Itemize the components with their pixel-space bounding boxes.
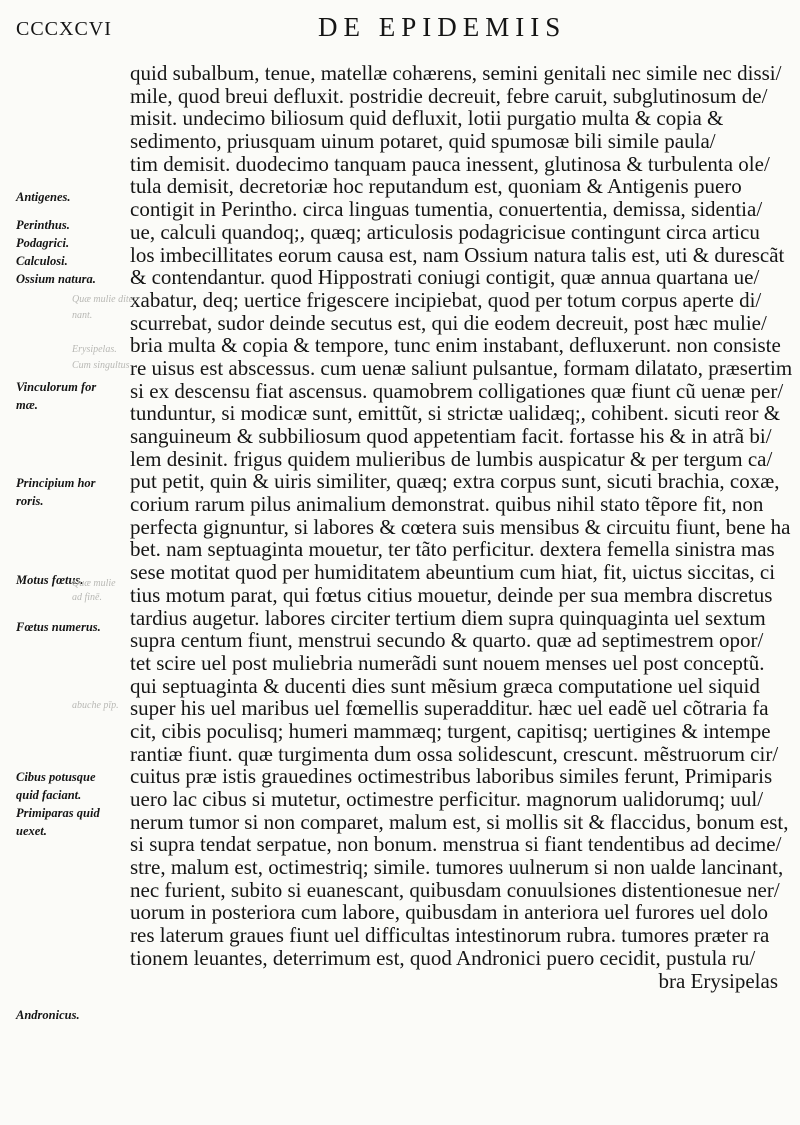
text-line: lem desinit. frigus quidem mulieribus de lumbis auspicatur & per tergum ca/ <box>130 446 773 471</box>
text-line: si supra tendat serpatue, non bonum. menstrua si fiant tendentibus ad decime/ <box>130 832 782 857</box>
margin-note: Fœtus numerus. <box>16 620 101 634</box>
margin-note: Cibus potusque <box>16 770 96 784</box>
show-through-mark: Quæ mulie <box>72 578 116 589</box>
text-line: bria multa & copia & tempore, tunc enim instabant, defluxerunt. non consiste <box>130 333 781 358</box>
text-line: re uisus est abscessus. cum uenæ saliunt pulsantue, formam dilatato, præsertim <box>130 355 793 380</box>
margin-note: Calculosi. <box>16 254 68 268</box>
text-line: rantiæ fiunt. quæ turgimenta dum ossa solidescunt, crescunt. mẽstruorum cir/ <box>130 741 779 766</box>
text-line: tim demisit. duodecimo tanquam pauca inessent, glutinosa & turbulenta ole/ <box>130 151 770 176</box>
text-line: tardius augetur. labores circiter tertium diem supra quinquaginta uel sextum <box>130 605 766 630</box>
text-line: si ex descensu fiat ascensus. quamobrem colligationes quæ fiunt cũ uenæ per/ <box>130 378 784 403</box>
text-line: nerum tumor si non comparet, malum est, si mollis sit & flaccidus, bonum est, <box>130 809 789 834</box>
margin-note: mæ. <box>16 398 38 412</box>
text-line: bra Erysipelas <box>658 968 778 993</box>
running-title: DE EPIDEMIIS <box>318 12 567 42</box>
text-line: los imbecillitates eorum causa est, nam Ossium natura talis est, uti & durescãt <box>130 242 785 267</box>
text-line: nec furient, subito si euanescant, quibusdam conuulsiones distentionesue ner/ <box>130 877 780 902</box>
show-through-mark: ad finē. <box>72 592 102 603</box>
text-line: tius motum parat, qui fœtus citius mouetur, deinde per sua membra discretus <box>130 582 773 607</box>
text-line: sese motitat quod per humiditatem abeuntium cum hiat, fit, uictus siccitas, ci <box>130 560 776 585</box>
folio-number: CCCXCVI <box>16 18 112 40</box>
text-line: put petit, quin & uiris similiter, quæq; extra corpus sunt, sicuti brachia, coxæ, <box>130 469 780 494</box>
show-through-mark: Erysipelas. <box>72 344 117 355</box>
text-line: sedimento, priusquam uinum potaret, quid spumosæ bili simile paula/ <box>130 129 716 154</box>
margin-note: Andronicus. <box>16 1008 80 1022</box>
margin-note: Ossium natura. <box>16 272 96 286</box>
margin-note: Motus fœtus. <box>16 573 84 587</box>
show-through-mark: nant. <box>72 310 93 321</box>
text-line: stre, malum est, octimestriq; simile. tumores uulnerum si non ualde lancinant, <box>130 855 784 880</box>
text-line: scurrebat, sudor deinde secutus est, qui die eodem decreuit, post hæc mulie/ <box>130 310 767 335</box>
margin-note: uexet. <box>16 824 47 838</box>
text-line: super his uel maribus uel fœmellis superadditur. hæc uel eadẽ uel cõtraria fa <box>130 696 769 721</box>
text-line: mile, quod breui defluxit. postridie decreuit, febre caruit, subglutinosum de/ <box>130 83 768 108</box>
text-line: quid subalbum, tenue, matellæ cohærens, semini genitali nec simile nec dissi/ <box>130 61 782 85</box>
margin-note: Perinthus. <box>16 218 70 232</box>
text-line: tunduntur, si modicæ sunt, emittũt, si strictæ ualidæq;, cohibent. sicuti reor & <box>130 401 781 426</box>
margin-note: Vinculorum for <box>16 380 97 394</box>
show-through-mark: Quæ mulie diter <box>72 294 137 305</box>
text-line: uorum in posteriora cum labore, quibusdam in anteriora uel furores uel dolo <box>130 900 768 925</box>
text-line: bet. nam septuaginta mouetur, ter tãto perficitur. dextera femella sinistra mas <box>130 537 775 562</box>
margin-note: Antigenes. <box>16 190 71 204</box>
text-line: misit. undecimo biliosum quid defluxit, lotii purgatio multa & copia & <box>130 106 724 131</box>
text-line: perfecta gignuntur, si labores & cœtera suis mensibus & circuitu fiunt, bene ha <box>130 514 791 539</box>
margin-note: Principium hor <box>16 476 96 490</box>
text-line: tet scire uel post muliebria numerãdi sunt nouem menses uel post conceptũ. <box>130 650 765 675</box>
margin-note: quid faciant. <box>16 788 82 802</box>
text-line: xabatur, deq; uertice frigescere incipiebat, quod per totum corpus aperte di/ <box>130 287 762 312</box>
margin-note: Primiparas quid <box>16 806 100 820</box>
show-through-mark: Cum singultus <box>72 360 130 371</box>
text-line: corium rarum pilus animalium demonstrat. quibus nihil stato tẽpore fit, non <box>130 492 764 517</box>
margin-note: Podagrici. <box>16 236 70 250</box>
text-line: uero lac cibus si mutetur, octimestre perficitur. magnorum ualidorumq; uul/ <box>130 787 764 811</box>
text-line: ue, calculi quandoq;, quæq; articulosis podagricisue contingunt circa articu <box>130 219 760 244</box>
text-line: supra centum fiunt, menstrui secundo & quarto. quæ ad septimestrem opor/ <box>130 628 764 653</box>
text-line: res laterum graues fiunt uel difficultas intestinorum rubra. tumores præter ra <box>130 923 770 948</box>
text-line: & contendantur. quod Hippostrati coniugi contigit, quæ annua quartana ue/ <box>130 265 760 290</box>
text-line: tula demisit, decretoriæ hoc reputandum est, quoniam & Antigenis puero <box>130 174 742 199</box>
text-line: cuitus præ istis grauedines octimestribus laboribus similes ferunt, Primiparis <box>130 764 773 789</box>
margin-note: roris. <box>16 494 44 508</box>
show-through-mark: abuche pīp. <box>72 700 119 711</box>
text-line: contigit in Perintho. circa linguas tumentia, conuertentia, demissa, sidentia/ <box>130 197 763 222</box>
text-line: qui septuaginta & ducenti dies sunt mẽsium græca computatione uel siquid <box>130 673 760 698</box>
text-line: cit, cibis poculisq; humeri mammæq; turgent, capitisq; uertigines & intempe <box>130 718 771 743</box>
text-line: sanguineum & subbiliosum quod appetentiam facit. fortasse his & in atrã bi/ <box>130 424 772 448</box>
text-line: tionem leuantes, deterrimum est, quod Andronici puero cecidit, pustula ru/ <box>130 945 756 970</box>
body-text <box>130 62 792 992</box>
